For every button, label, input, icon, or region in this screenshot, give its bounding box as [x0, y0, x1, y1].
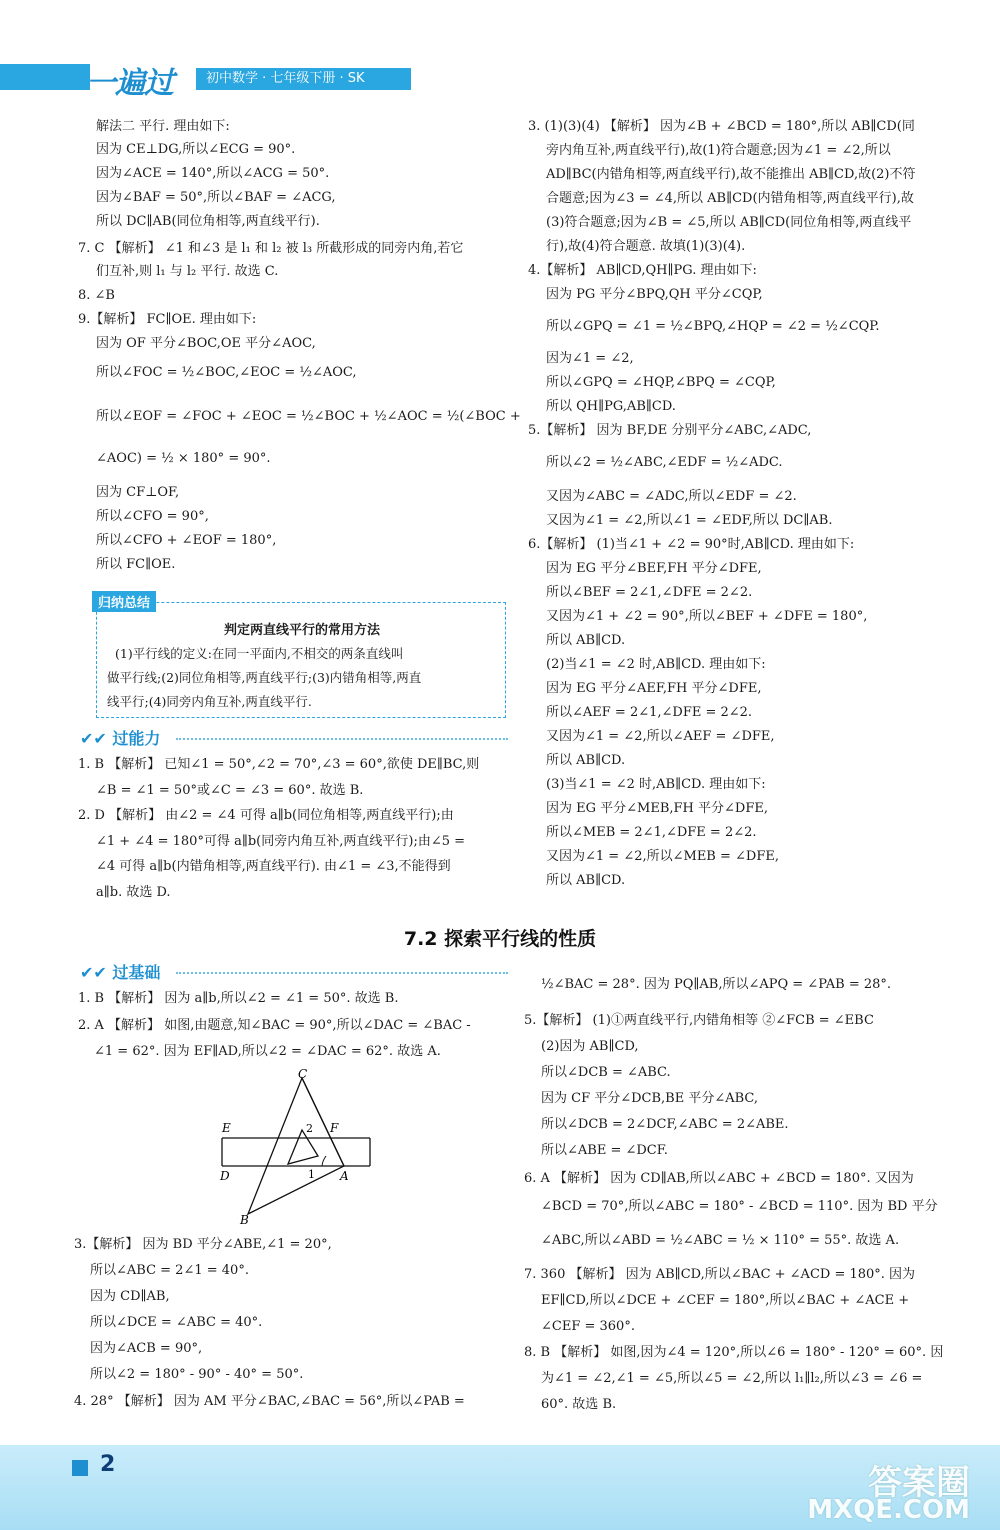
answer-line: 所以∠BEF = 2∠1,∠DFE = 2∠2.: [546, 585, 753, 600]
answer-line: 因为 CF⊥OF,: [96, 485, 180, 500]
answer-line: ∠4 可得 a∥b(内错角相等,两直线平行). 由∠1 = ∠3,不能得到: [96, 859, 451, 874]
answer-line: 所以∠AEF = 2∠1,∠DFE = 2∠2.: [546, 705, 753, 720]
answer-line: 解法二 平行. 理由如下:: [96, 119, 230, 134]
answer-line: 因为∠ACB = 90°,: [90, 1341, 203, 1356]
answer-line: 因为 EG 平分∠BEF,FH 平分∠DFE,: [546, 561, 762, 576]
answer-line: 3.【解析】 因为 BD 平分∠ABE,∠1 = 20°,: [74, 1237, 332, 1252]
answer-line: 4.【解析】 AB∥CD,QH∥PG. 理由如下:: [528, 263, 757, 278]
answer-line: 所以 DC∥AB(同位角相等,两直线平行).: [96, 214, 320, 229]
answer-line: 所以∠GPQ = ∠HQP,∠BPQ = ∠CQP,: [546, 375, 776, 390]
answer-line: 5.【解析】 因为 BF,DE 分别平分∠ABC,∠ADC,: [528, 423, 812, 438]
answer-line: 所以 AB∥CD.: [546, 753, 626, 768]
answer-line: 所以∠MEB = 2∠1,∠DFE = 2∠2.: [546, 825, 757, 840]
answer-line: 7. C 【解析】 ∠1 和∠3 是 l₁ 和 l₂ 被 l₃ 所截形成的同旁内角,若它: [78, 241, 464, 256]
fig-label-d: D: [220, 1169, 230, 1183]
fig-label-c: C: [298, 1067, 308, 1081]
answer-line: ∠CEF = 360°.: [541, 1319, 635, 1334]
answer-line: 6.【解析】 (1)当∠1 + ∠2 = 90°时,AB∥CD. 理由如下:: [528, 537, 855, 552]
answer-line: 60°. 故选 B.: [541, 1397, 617, 1412]
answer-line: 们互补,则 l₁ 与 l₂ 平行. 故选 C.: [96, 264, 279, 279]
answer-line: 6. A 【解析】 因为 CD∥AB,所以∠ABC + ∠BCD = 180°. 又因为: [524, 1171, 914, 1186]
section-divider: [176, 738, 508, 740]
answer-line: ½∠BAC = 28°. 因为 PQ∥AB,所以∠APQ = ∠PAB = 28°.: [541, 977, 892, 992]
answer-line: 4. 28° 【解析】 因为 AM 平分∠BAC,∠BAC = 56°,所以∠PAB =: [74, 1394, 465, 1409]
answer-line: 因为 CF 平分∠DCB,BE 平分∠ABC,: [541, 1091, 759, 1106]
answer-line: a∥b. 故选 D.: [96, 884, 171, 900]
page-number-marker: [72, 1460, 88, 1476]
answer-line: 因为∠BAF = 50°,所以∠BAF = ∠ACG,: [96, 190, 336, 205]
fig-label-a: A: [340, 1169, 349, 1183]
answer-line: 又因为∠ABC = ∠ADC,所以∠EDF = ∠2.: [546, 489, 797, 504]
answer-line: 合题意;因为∠3 = ∠4,所以 AB∥CD(内错角相等,两直线平行),故: [546, 191, 914, 206]
section-72-title: 7.2 探索平行线的性质: [403, 928, 597, 950]
answer-line: 又因为∠1 = ∠2,所以∠AEF = ∠DFE,: [546, 729, 775, 744]
answer-line: 所以 AB∥CD.: [546, 873, 626, 888]
fig-angle-1: 1: [308, 1168, 315, 1181]
answer-line: ∠1 = 62°. 因为 EF∥AD,所以∠2 = ∠DAC = 62°. 故选 A.: [94, 1044, 441, 1059]
answer-line: 因为 PG 平分∠BPQ,QH 平分∠CQP,: [546, 287, 763, 302]
answer-line: 所以∠CFO = 90°,: [96, 509, 209, 524]
summary-title: 判定两直线平行的常用方法: [223, 623, 380, 638]
section-basic-icon: ✔✔: [80, 963, 107, 982]
fig-label-f: F: [330, 1121, 339, 1135]
answer-line: (2)当∠1 = ∠2 时,AB∥CD. 理由如下:: [546, 657, 766, 672]
section-ability-heading: ✔✔ 过能力: [80, 729, 161, 748]
answer-line: 7. 360 【解析】 因为 AB∥CD,所以∠BAC + ∠ACD = 180°. 因为: [524, 1267, 916, 1282]
answer-line: 因为 CE⊥DG,所以∠ECG = 90°.: [96, 142, 296, 157]
answer-line: EF∥CD,所以∠DCE + ∠CEF = 180°,所以∠BAC + ∠ACE +: [541, 1293, 910, 1308]
summary-tag: 归纳总结: [92, 591, 156, 612]
fig-label-b: B: [240, 1213, 249, 1226]
geometry-figure: [210, 1066, 380, 1226]
answer-line: 因为 EG 平分∠MEB,FH 平分∠DFE,: [546, 801, 768, 816]
section-ability-icon: ✔✔: [80, 729, 107, 748]
section-divider: [176, 972, 508, 974]
answer-line: 因为∠1 = ∠2,: [546, 351, 634, 366]
answer-line: 为∠1 = ∠2,∠1 = ∠5,所以∠5 = ∠2,所以 l₁∥l₂,所以∠3 = ∠6 =: [541, 1371, 923, 1386]
answer-line: 3. (1)(3)(4) 【解析】 因为∠B + ∠BCD = 180°,所以 AB∥CD(同: [528, 119, 915, 134]
answer-line: 因为 EG 平分∠AEF,FH 平分∠DFE,: [546, 681, 762, 696]
section-basic-heading: ✔✔ 过基础: [80, 963, 161, 982]
fig-label-e: E: [222, 1121, 231, 1135]
answer-line: 所以 AB∥CD.: [546, 633, 626, 648]
answer-line: 8. B 【解析】 如图,因为∠4 = 120°,所以∠6 = 180° - 120° = 60°. 因: [524, 1345, 944, 1360]
summary-line: (1)平行线的定义:在同一平面内,不相交的两条直线叫: [115, 646, 404, 661]
answer-line: 因为 CD∥AB,: [90, 1289, 170, 1304]
fig-angle-2: 2: [306, 1122, 313, 1135]
answer-line: 所以∠2 = 180° - 90° - 40° = 50°.: [90, 1367, 304, 1382]
answer-line: 所以∠GPQ = ∠1 = ½∠BPQ,∠HQP = ∠2 = ½∠CQP.: [546, 319, 880, 334]
header-accent-bar: [0, 64, 90, 90]
answer-line: 所以∠DCB = 2∠DCF,∠ABC = 2∠ABE.: [541, 1117, 789, 1132]
answer-line: 1. B 【解析】 因为 a∥b,所以∠2 = ∠1 = 50°. 故选 B.: [78, 991, 399, 1006]
answer-line: 5.【解析】 (1)①两直线平行,内错角相等 ②∠FCB = ∠EBC: [524, 1013, 874, 1028]
watermark-logo: 答案圈: [868, 1463, 970, 1503]
book-subtitle: 初中数学 · 七年级下册 · SK: [196, 68, 411, 90]
answer-line: 2. A 【解析】 如图,由题意,知∠BAC = 90°,所以∠DAC = ∠BAC -: [78, 1017, 471, 1033]
answer-line: 又因为∠1 = ∠2,所以∠MEB = ∠DFE,: [546, 849, 779, 864]
answer-line: (2)因为 AB∥CD,: [541, 1039, 639, 1054]
answer-line: ∠BCD = 70°,所以∠ABC = 180° - ∠BCD = 110°. 因为 BD 平分: [541, 1199, 938, 1214]
answer-line: 1. B 【解析】 已知∠1 = 50°,∠2 = 70°,∠3 = 60°,欲使 DE∥BC,则: [78, 757, 480, 772]
answer-line: AD∥BC(内错角相等,两直线平行),故不能推出 AB∥CD,故(2)不符: [546, 167, 916, 182]
answer-line: 所以∠ABC = 2∠1 = 40°.: [90, 1263, 249, 1278]
answer-line: 因为∠ACE = 140°,所以∠ACG = 50°.: [96, 166, 330, 181]
answer-line: 所以∠2 = ½∠ABC,∠EDF = ½∠ADC.: [546, 455, 783, 470]
page-number: 2: [100, 1452, 116, 1477]
summary-box: [96, 602, 506, 718]
answer-line: 8. ∠B: [78, 288, 115, 303]
answer-line: 所以∠DCE = ∠ABC = 40°.: [90, 1315, 263, 1330]
answer-line: 所以 QH∥PG,AB∥CD.: [546, 399, 676, 414]
answer-line: 所以∠EOF = ∠FOC + ∠EOC = ½∠BOC + ½∠AOC = ½(∠BOC +: [96, 409, 521, 424]
answer-line: 2. D 【解析】 由∠2 = ∠4 可得 a∥b(同位角相等,两直线平行);由: [78, 808, 454, 823]
summary-line: 线平行;(4)同旁内角互补,两直线平行.: [107, 694, 312, 709]
answer-line: ∠1 + ∠4 = 180°可得 a∥b(同旁内角互补,两直线平行);由∠5 =: [96, 833, 466, 849]
answer-line: ∠B = ∠1 = 50°或∠C = ∠3 = 60°. 故选 B.: [96, 782, 364, 798]
answer-line: 又因为∠1 + ∠2 = 90°,所以∠BEF + ∠DFE = 180°,: [546, 609, 868, 624]
brand-logo: 一遍过: [86, 66, 173, 101]
summary-line: 做平行线;(2)同位角相等,两直线平行;(3)内错角相等,两直: [107, 670, 422, 685]
answer-line: 又因为∠1 = ∠2,所以∠1 = ∠EDF,所以 DC∥AB.: [546, 513, 833, 528]
answer-line: 旁内角互补,两直线平行),故(1)符合题意;因为∠1 = ∠2,所以: [546, 143, 891, 158]
answer-line: 所以∠CFO + ∠EOF = 180°,: [96, 533, 277, 548]
answer-line: (3)当∠1 = ∠2 时,AB∥CD. 理由如下:: [546, 777, 766, 792]
watermark-url: MXQE.COM: [807, 1495, 970, 1525]
answer-line: ∠ABC,所以∠ABD = ½∠ABC = ½ × 110° = 55°. 故选 A.: [541, 1233, 900, 1248]
answer-line: (3)符合题意;因为∠B = ∠5,所以 AB∥CD(同位角相等,两直线平: [546, 215, 912, 230]
answer-line: 所以∠ABE = ∠DCF.: [541, 1143, 668, 1158]
answer-line: 所以 FC∥OE.: [96, 557, 176, 572]
answer-line: 因为 OF 平分∠BOC,OE 平分∠AOC,: [96, 336, 316, 351]
answer-line: ∠AOC) = ½ × 180° = 90°.: [96, 451, 271, 466]
answer-line: 所以∠FOC = ½∠BOC,∠EOC = ½∠AOC,: [96, 365, 357, 380]
answer-line: 行),故(4)符合题意. 故填(1)(3)(4).: [546, 239, 746, 254]
answer-line: 所以∠DCB = ∠ABC.: [541, 1065, 671, 1080]
answer-line: 9.【解析】 FC∥OE. 理由如下:: [78, 312, 257, 327]
